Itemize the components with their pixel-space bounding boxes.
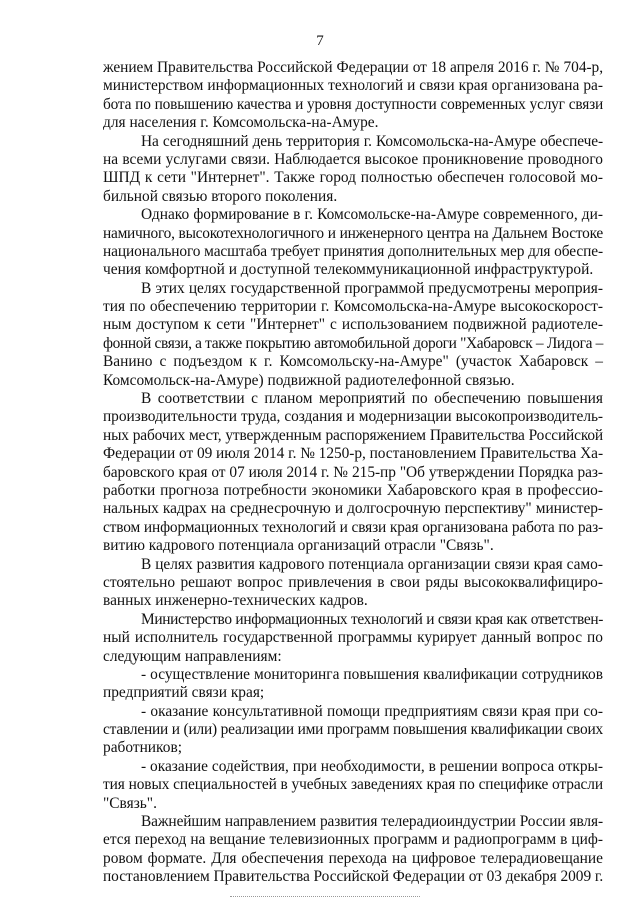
text-line: нальных кадрах на среднесрочную и долгосрочную перспективу" министер- — [103, 500, 603, 518]
text-line: Ванино с подъездом к г. Комсомольску-на-Амуре" (участок Хабаровск – — [103, 353, 603, 371]
text-line: производительности труда, создания и модернизации высокопроизводитель- — [103, 408, 603, 426]
text-line: министерством информационных технологий и связи края организована ра- — [103, 77, 603, 95]
text-line: баровского края от 07 июля 2014 г. № 215-пр "Об утверждении Порядка раз- — [103, 463, 603, 481]
body-text — [103, 59, 603, 887]
text-line: фонной связи, а также покрытию автомобильной дороги "Хабаровск – Лидога – — [103, 334, 603, 352]
text-line: - осуществление мониторинга повышения квалификации сотрудников — [141, 665, 603, 683]
text-line: для населения г. Комсомольска-на-Амуре. — [103, 114, 379, 132]
text-line: В этих целях государственной программой предусмотрены мероприя- — [141, 279, 603, 297]
text-line: Министерство информационных технологий и связи края как ответствен- — [141, 610, 603, 628]
text-line: ным доступом к сети "Интернет" с использованием подвижной радиотеле- — [103, 316, 603, 334]
text-line: работки прогноза потребности экономики Хабаровского края в профессио- — [103, 481, 603, 499]
text-line: намичного, высокотехнологичного и инженерного центра на Дальнем Востоке — [103, 224, 603, 242]
text-line: - оказание консультативной помощи предприятиям связи края при со- — [141, 702, 603, 720]
text-line: бильной связью второго поколения. — [103, 187, 338, 205]
text-line: ровом формате. Для обеспечения перехода на цифровое телерадиовещание — [103, 849, 603, 867]
text-line: тия новых специальностей в учебных заведениях края по специфике отрасли — [103, 776, 603, 794]
text-line: Федерации от 09 июля 2014 г. № 1250-р, постановлением Правительства Ха- — [103, 445, 604, 463]
text-line: В соответствии с планом мероприятий по обеспечению повышения — [141, 390, 603, 408]
text-line: работников; — [103, 739, 182, 757]
text-line: стоятельно решают вопрос привлечения в свои ряды высококвалифициро- — [103, 573, 603, 591]
text-line: на всеми услугами связи. Наблюдается высокое проникновение проводного — [103, 150, 603, 168]
text-line: бота по повышению качества и уровня доступности современных услуг связи — [103, 95, 603, 113]
text-line: ванных инженерно-технических кадров. — [103, 592, 368, 610]
text-line: тия по обеспечению территории г. Комсомольска-на-Амуре высокоскорост- — [103, 298, 603, 316]
text-line: ный исполнитель государственной программы курирует данный вопрос по — [103, 629, 603, 647]
page-number: 7 — [316, 33, 324, 49]
text-line: ется переход на вещание телевизионных программ и радиопрограмм в циф- — [103, 831, 603, 849]
text-line: ШПД к сети "Интернет". Также город полностью обеспечен голосовой мо- — [103, 169, 603, 187]
text-line: Однако формирование в г. Комсомольске-на-Амуре современного, ди- — [141, 206, 603, 224]
text-line: Комсомольск-на-Амуре) подвижной радиотелефонной связью. — [103, 371, 515, 389]
scan-artifact-line — [230, 896, 420, 898]
text-line: ных рабочих мест, утвержденным распоряжением Правительства Российской — [103, 426, 603, 444]
text-line: На сегодняшний день территория г. Комсомольска-на-Амуре обеспече- — [141, 132, 603, 150]
text-line: В целях развития кадрового потенциала организации связи края само- — [141, 555, 603, 573]
text-line: следующим направлениям: — [103, 647, 282, 665]
text-line: жением Правительства Российской Федерации от 18 апреля 2016 г. № 704-р, — [103, 59, 603, 76]
text-line: предприятий связи края; — [103, 684, 265, 702]
text-line: чения комфортной и доступной телекоммуникационной инфраструктурой. — [103, 261, 594, 279]
text-line: витию кадрового потенциала организаций отрасли "Связь". — [103, 537, 494, 555]
text-line: постановлением Правительства Российской Федерации от 03 декабря 2009 г. — [103, 868, 604, 886]
text-line: Важнейшим направлением развития телерадиоиндустрии России явля- — [141, 813, 603, 831]
text-line: - оказание содействия, при необходимости, в решении вопроса откры- — [141, 757, 603, 775]
text-line: "Связь". — [103, 794, 157, 812]
text-line: национального масштаба требует принятия дополнительных мер для обеспе- — [103, 242, 603, 260]
text-line: ставлении и (или) реализации ими программ повышения квалификации своих — [103, 721, 603, 739]
text-line: ством информационных технологий и связи края организована работа по раз- — [103, 518, 603, 536]
